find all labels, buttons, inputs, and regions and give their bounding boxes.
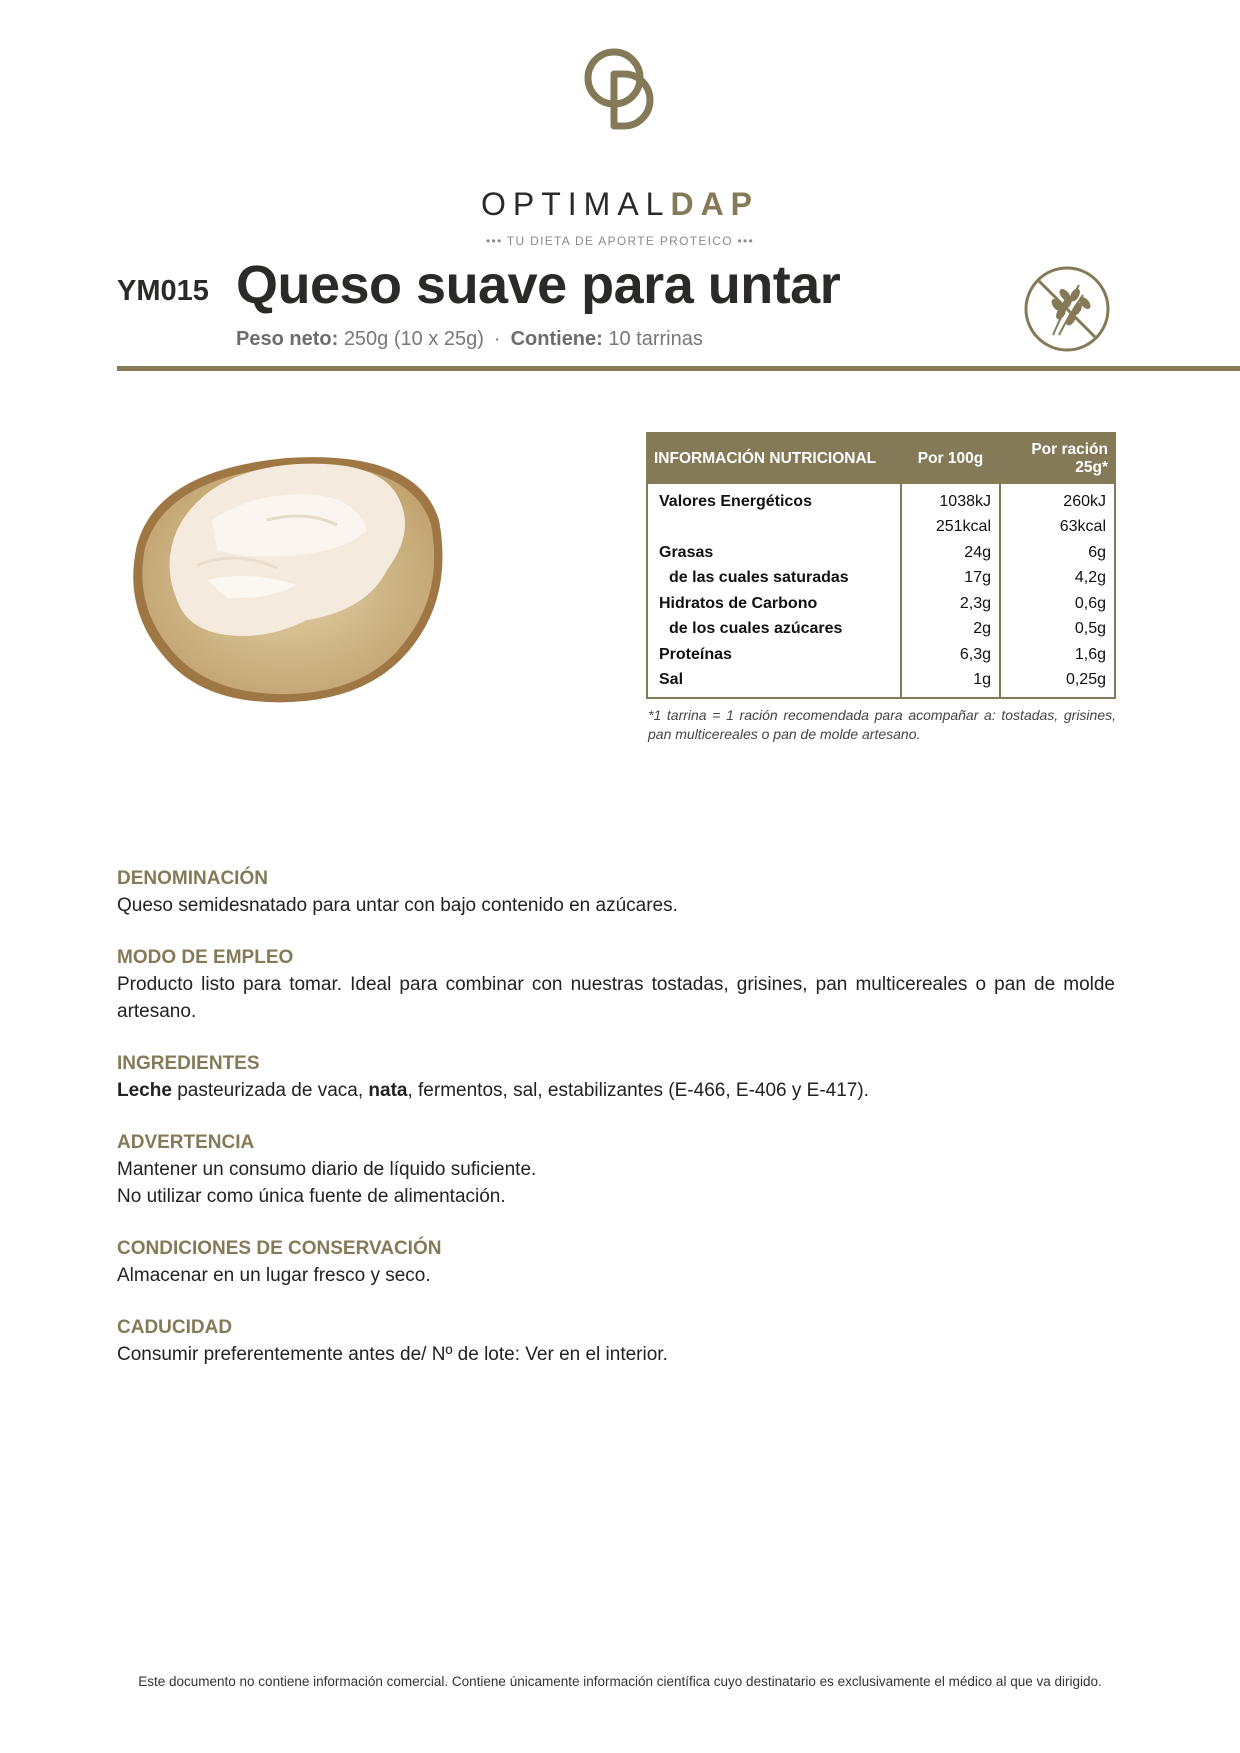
nutrient-serving: 260kJ	[1000, 484, 1115, 515]
table-row	[647, 591, 1115, 617]
table-row	[647, 540, 1115, 566]
nutrient-serving: 1,6g	[1000, 642, 1115, 668]
nutrient-serving: 4,2g	[1000, 566, 1115, 592]
section-title: ADVERTENCIA	[117, 1132, 255, 1153]
toast-with-cheese-image	[117, 450, 447, 710]
section-title: INGREDIENTES	[117, 1053, 260, 1074]
net-weight-value: 250g (10 x 25g)	[343, 328, 484, 350]
nutrient-serving: 0,5g	[1000, 617, 1115, 643]
contains-value: 10 tarrinas	[608, 328, 703, 350]
brand-logo	[0, 44, 1240, 248]
allergen-cream: nata	[368, 1080, 408, 1101]
nutrient-per100: 251kcal	[901, 515, 1000, 541]
contains-label: Contiene:	[510, 328, 603, 350]
section-text	[117, 1077, 1115, 1104]
section-caducidad	[117, 1315, 1115, 1368]
nutrient-label: Hidratos de Carbono	[659, 594, 818, 612]
section-advertencia	[117, 1130, 1115, 1210]
nutrient-label: Proteínas	[659, 645, 732, 663]
nutrient-serving: 63kcal	[1000, 515, 1115, 541]
section-text: Producto listo para tomar. Ideal para combinar con nuestras tostadas, grisines, pan multicereales o pan de molde artesano.	[117, 974, 1115, 1022]
nutrient-per100: 6,3g	[901, 642, 1000, 668]
nutrient-label	[647, 515, 901, 541]
nutrient-per100: 1038kJ	[901, 484, 1000, 515]
brand-name	[0, 188, 1240, 220]
nutrient-per100: 2g	[901, 617, 1000, 643]
title-divider	[117, 366, 1240, 371]
nutrition-header-serving: Por ración 25g*	[1000, 433, 1115, 484]
ingredient-text: , fermentos, sal, estabilizantes (E-466, E-406 y E-417).	[407, 1080, 869, 1101]
section-title: CONDICIONES DE CONSERVACIÓN	[117, 1238, 442, 1259]
serving-footnote: *1 tarrina = 1 ración recomendada para acompañar a: tostadas, grisines, pan multicereales o pan de molde artesano.	[648, 707, 1116, 742]
gluten-free-icon	[1023, 265, 1111, 353]
section-text: Queso semidesnatado para untar con bajo contenido en azúcares.	[117, 895, 678, 916]
table-row	[647, 642, 1115, 668]
ingredient-text: pasteurizada de vaca,	[171, 1080, 369, 1101]
product-subtitle	[236, 328, 703, 351]
product-details	[117, 866, 1115, 1394]
section-title: CADUCIDAD	[117, 1317, 233, 1338]
section-conservacion	[117, 1236, 1115, 1289]
product-code: YM015	[117, 275, 209, 307]
nutrient-per100: 24g	[901, 540, 1000, 566]
section-denominacion	[117, 866, 1115, 919]
section-modo-de-empleo	[117, 945, 1115, 1025]
table-row	[647, 566, 1115, 592]
nutrient-label: Sal	[659, 671, 684, 689]
allergen-milk: Leche	[117, 1080, 172, 1101]
legal-footer: Este documento no contiene información comercial. Contiene únicamente información científica cuyo destinatario es exclusivamente el médico al que va dirigido.	[138, 1674, 1102, 1689]
nutrient-label: de los cuales azúcares	[669, 620, 843, 638]
nutrition-header-label: INFORMACIÓN NUTRICIONAL	[647, 433, 901, 484]
nutrient-serving: 0,25g	[1000, 668, 1115, 699]
table-row	[647, 515, 1115, 541]
nutrition-table	[646, 432, 1116, 699]
section-text: Almacenar en un lugar fresco y seco.	[117, 1265, 431, 1286]
nutrient-per100: 1g	[901, 668, 1000, 699]
nutrient-label: Grasas	[659, 543, 714, 561]
section-text-line: No utilizar como única fuente de alimentación.	[117, 1186, 506, 1207]
nutrient-serving: 6g	[1000, 540, 1115, 566]
section-title: MODO DE EMPLEO	[117, 947, 294, 968]
section-text-line: Mantener un consumo diario de líquido suficiente.	[117, 1159, 537, 1180]
nutrition-header-per100: Por 100g	[901, 433, 1000, 484]
brand-name-part1: OPTIMAL	[480, 186, 671, 222]
subtitle-separator: ·	[493, 328, 501, 350]
nutrition-header-row	[647, 433, 1115, 484]
brand-tagline: ••• TU DIETA DE APORTE PROTEICO •••	[485, 234, 755, 248]
table-row	[647, 668, 1115, 699]
table-row	[647, 484, 1115, 515]
table-row	[647, 617, 1115, 643]
brand-name-part2: DAP	[670, 186, 760, 222]
nutrient-label: de las cuales saturadas	[669, 569, 849, 587]
nutrient-per100: 17g	[901, 566, 1000, 592]
od-logo-icon	[580, 44, 660, 132]
nutrient-per100: 2,3g	[901, 591, 1000, 617]
net-weight-label: Peso neto:	[236, 328, 339, 350]
section-ingredientes	[117, 1051, 1115, 1104]
section-title: DENOMINACIÓN	[117, 868, 268, 889]
nutrient-label: Valores Energéticos	[659, 492, 812, 510]
nutrient-serving: 0,6g	[1000, 591, 1115, 617]
section-text: Consumir preferentemente antes de/ Nº de lote: Ver en el interior.	[117, 1344, 668, 1365]
product-title: Queso suave para untar	[236, 255, 841, 315]
